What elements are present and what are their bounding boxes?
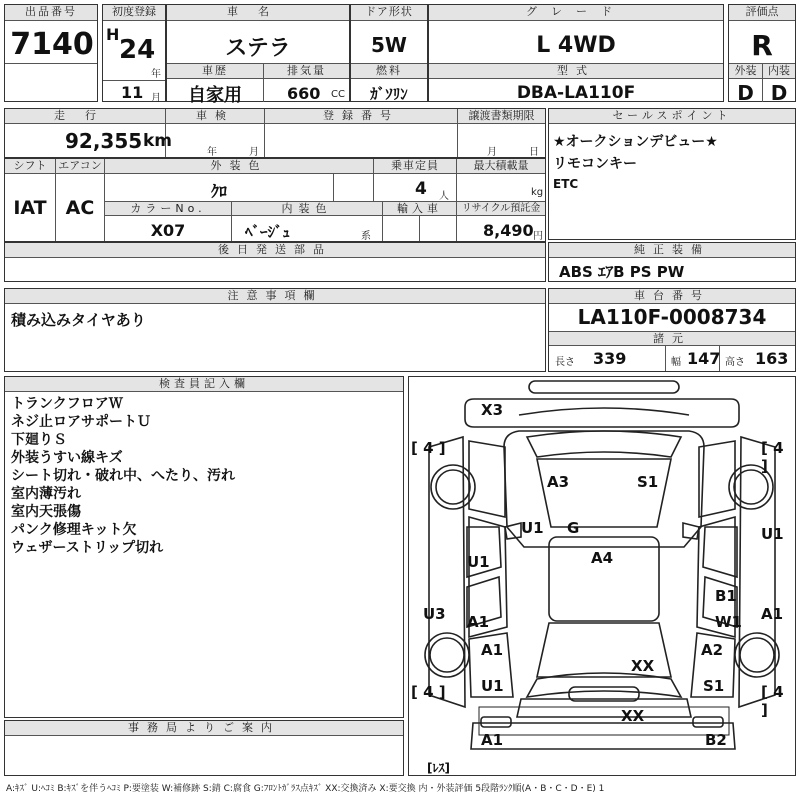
equipment-label: 純正装備 <box>549 243 795 258</box>
less-mark: [ﾚｽ] <box>427 761 450 775</box>
capacity: 4 <box>415 179 427 199</box>
damage-mark: U1 <box>481 677 504 695</box>
damage-mark: X3 <box>481 401 504 419</box>
height-label: 高さ <box>725 357 745 368</box>
inspection-month-unit: 月 <box>249 147 259 158</box>
grade-box <box>428 4 724 102</box>
later-parts-box <box>4 242 546 282</box>
inspector-box <box>4 376 404 718</box>
grade-label: グレード <box>429 5 723 21</box>
exterior-label: 外装 <box>729 64 762 79</box>
caution-box <box>4 288 546 372</box>
damage-mark: S1 <box>703 677 725 695</box>
dimensions-label: 諸元 <box>549 332 795 346</box>
score-label: 評価点 <box>729 5 795 21</box>
inspector-label: 検査員記入欄 <box>5 377 403 392</box>
history-label: 車歴 <box>167 64 263 79</box>
tire-rear-left-depth: [ 4 ] <box>411 683 446 701</box>
inspector-note: パンク修理キット欠 <box>11 522 137 538</box>
damage-mark: B2 <box>705 731 727 749</box>
length: 339 <box>593 349 627 368</box>
width-label: 幅 <box>671 357 681 368</box>
fuel-label: 燃料 <box>351 64 427 79</box>
history: 自家用 <box>188 85 242 106</box>
interior-color-unit: 系 <box>361 231 371 242</box>
damage-mark: A1 <box>761 605 784 623</box>
damage-mark: S1 <box>637 473 659 491</box>
exterior-color: ｸﾛ <box>210 182 227 201</box>
sales-point-3: ETC <box>553 177 579 191</box>
inspector-note: 室内薄汚れ <box>11 486 81 502</box>
deadline-label: 譲渡書類期限 <box>458 109 545 124</box>
vehicle-details-section <box>4 158 546 242</box>
inspector-notes <box>11 395 235 557</box>
inspector-note: 外装うすい線キズ <box>11 450 123 466</box>
damage-mark: A3 <box>547 473 570 491</box>
later-parts-label: 後日発送部品 <box>5 243 545 258</box>
capacity-label: 乗車定員 <box>374 159 456 174</box>
displacement-label: 排気量 <box>264 64 349 79</box>
damage-mark: XX <box>631 657 655 675</box>
damage-mark: A1 <box>481 641 504 659</box>
inspector-note: トランクフロアＷ <box>11 396 123 412</box>
door-label: ドア形状 <box>351 5 427 21</box>
inspector-note: 室内天張傷 <box>11 504 81 520</box>
caution-text: 積み込みタイヤあり <box>11 311 146 329</box>
sales-points-label: セールスポイント <box>549 109 795 124</box>
max-load-label: 最大積載量 <box>457 159 545 174</box>
damage-mark: A1 <box>467 613 490 631</box>
inspection-year-unit: 年 <box>207 147 217 158</box>
car-name-box <box>166 4 350 106</box>
sales-points-box <box>548 108 796 240</box>
displacement-unit: CC <box>331 89 345 100</box>
chassis-label: 車台番号 <box>549 289 795 304</box>
import-label: 輸入車 <box>383 202 456 216</box>
tire-front-right-depth: [ 4 ] <box>761 439 784 475</box>
deadline-month-unit: 月 <box>487 147 497 158</box>
office-box <box>4 720 404 776</box>
score: R <box>751 29 773 62</box>
damage-mark: XX <box>621 707 645 725</box>
car-outline-diagram <box>409 377 795 775</box>
exterior-color-label: 外装色 <box>105 159 373 174</box>
interior-label: 内装 <box>763 64 795 79</box>
sales-point-2: リモコンキー <box>553 156 637 172</box>
first-registration-label: 初度登録 <box>103 5 165 21</box>
lot-number-label: 出品番号 <box>5 5 97 21</box>
damage-mark: G <box>567 519 580 537</box>
equipment: ABS ｴｱB PS PW <box>559 263 685 281</box>
mileage: 92,355 <box>65 129 143 153</box>
inspection-label: 車検 <box>166 109 264 124</box>
chassis-number: LA110F-0008734 <box>577 305 767 329</box>
shift-label: シフト <box>5 159 55 174</box>
deadline-day-unit: 日 <box>529 147 539 158</box>
max-load-unit: kg <box>531 187 544 198</box>
damage-mark: A2 <box>701 641 724 659</box>
lot-number-box <box>4 4 98 102</box>
fuel: ｶﾞｿﾘﾝ <box>370 85 408 103</box>
inspector-note: 下廻りＳ <box>11 432 67 448</box>
year: 24 <box>119 35 156 65</box>
inspector-note: シート切れ・破れ中、へたり、汚れ <box>11 468 235 484</box>
recycle-fee: 8,490 <box>483 221 534 240</box>
damage-mark: A1 <box>481 731 504 749</box>
inspector-note: ネジ止ロアサポートＵ <box>11 414 151 430</box>
color-number: X07 <box>150 221 186 240</box>
model-label: 型式 <box>429 64 723 79</box>
recycle-fee-unit: 円 <box>533 231 543 242</box>
ac-label: エアコン <box>56 159 104 174</box>
car-name-label: 車名 <box>167 5 349 21</box>
equipment-box <box>548 242 796 282</box>
mileage-unit: km <box>143 131 173 151</box>
legend: A:ｷｽﾞ U:ﾍｺﾐ B:ｷｽﾞを伴うﾍｺﾐ P:要塗装 W:補修跡 S:錆 C:腐食 G:ﾌﾛﾝﾄｶﾞﾗｽ点ｷｽﾞ XX:交換済み X:要交換 内・外装評価 5段階ﾗﾝｸ順(A・B・C・D・E) 1 <box>6 784 605 794</box>
capacity-unit: 人 <box>439 191 449 202</box>
width: 147 <box>687 349 721 368</box>
exterior-score: D <box>737 81 754 105</box>
first-registration-box <box>102 4 166 102</box>
length-label: 長さ <box>555 357 575 368</box>
tire-rear-right-depth: [ 4 ] <box>761 683 784 719</box>
year-unit: 年 <box>151 69 161 80</box>
month: 11 <box>121 83 144 102</box>
tire-front-left-depth: [ 4 ] <box>411 439 446 457</box>
reg-number-label: 登録番号 <box>265 109 457 124</box>
office-label: 事務局よりご案内 <box>5 721 403 736</box>
interior-score: D <box>770 81 788 105</box>
displacement: 660 <box>287 84 321 103</box>
score-box <box>728 4 796 105</box>
grade: L 4WD <box>536 33 616 58</box>
era: H <box>106 25 120 44</box>
damage-diagram <box>408 376 796 776</box>
damage-mark: W1 <box>715 613 742 631</box>
shift: IAT <box>13 197 47 219</box>
door-box <box>350 4 428 102</box>
color-number-label: カラーNo. <box>105 202 231 216</box>
damage-mark: U3 <box>423 605 446 623</box>
height: 163 <box>755 349 789 368</box>
model-code: DBA-LA110F <box>516 83 636 103</box>
caution-label: 注意事項欄 <box>5 289 545 304</box>
lot-number: 7140 <box>10 27 94 62</box>
interior-color-label: 内装色 <box>232 202 382 216</box>
mileage-section <box>4 108 546 158</box>
car-name: ステラ <box>225 36 291 61</box>
air-conditioner: AC <box>65 197 95 219</box>
damage-mark: U1 <box>467 553 490 571</box>
interior-color: ﾍﾞｰｼﾞｭ <box>245 223 291 241</box>
inspector-note: ウェザーストリップ切れ <box>11 540 164 556</box>
month-unit: 月 <box>151 93 161 104</box>
door-type: 5W <box>371 33 407 57</box>
chassis-box <box>548 288 796 372</box>
mileage-label: 走行 <box>5 109 165 124</box>
recycle-label: リサイクル預託金 <box>457 202 545 216</box>
damage-mark: U1 <box>761 525 784 543</box>
sales-point-1: ★オークションデビュー★ <box>553 134 718 150</box>
damage-mark: U1 <box>521 519 544 537</box>
damage-mark: A4 <box>591 549 614 567</box>
damage-mark: B1 <box>715 587 737 605</box>
